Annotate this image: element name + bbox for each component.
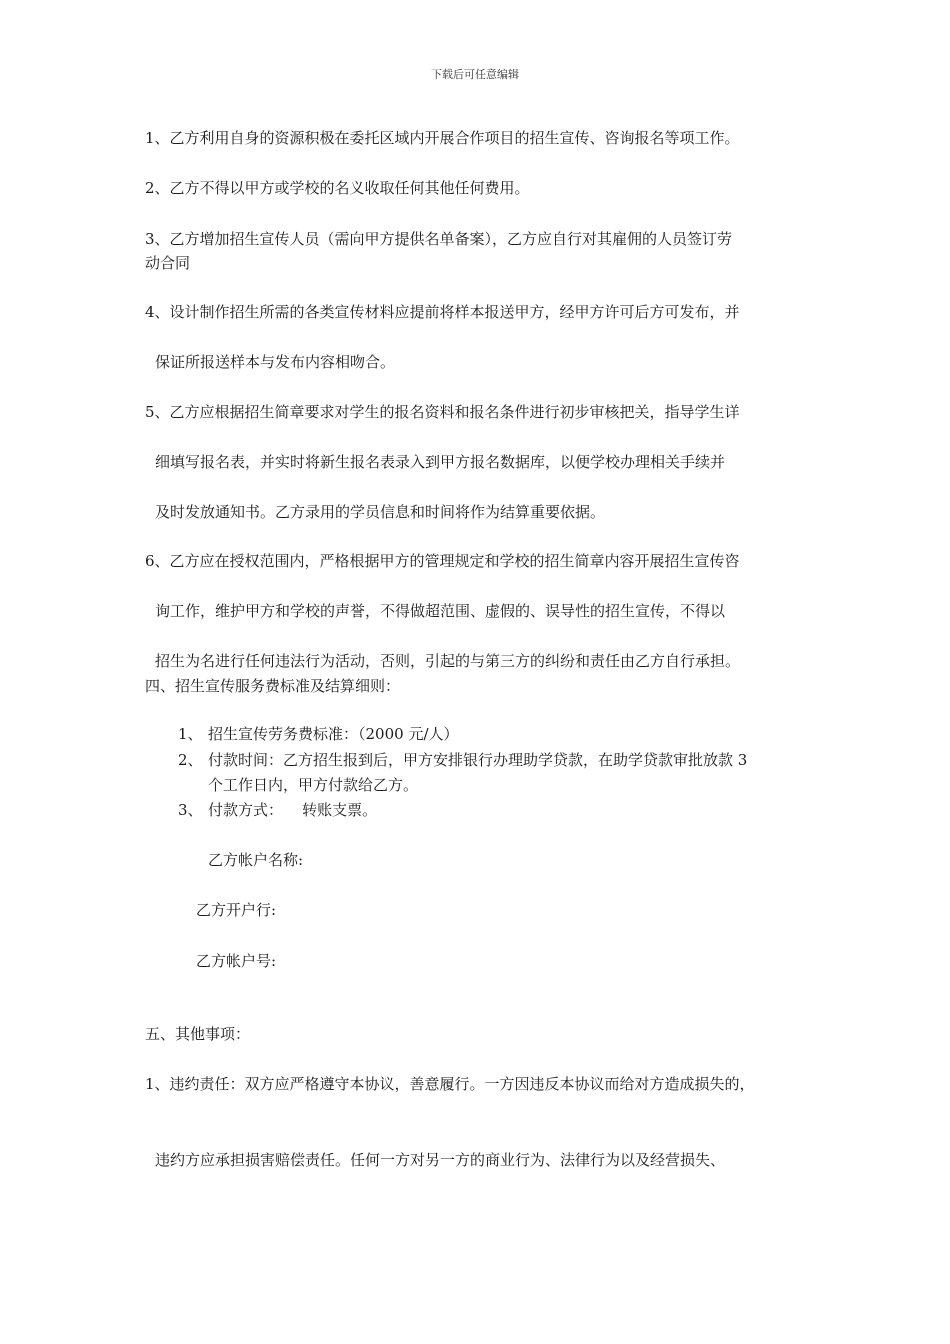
item-6-line-2: 询工作，维护甲方和学校的声誉，不得做超范围、虚假的、误导性的招生宣传，不得以: [155, 602, 726, 620]
section-4-item-2-cont: 个工作日内，甲方付款给乙方。: [208, 776, 419, 794]
section-4-item-1-text: 招生宣传劳务费标准：（2000 元/人）: [208, 725, 459, 743]
item-5-line-2: 细填写报名表，并实时将新生报名表录入到甲方报名数据库，以便学校办理相关手续并: [155, 453, 726, 471]
account-name-label: 乙方帐户名称:: [208, 851, 304, 869]
item-4-line-1: 4、设计制作招生所需的各类宣传材料应提前将样本报送甲方，经甲方许可后方可发布，并: [145, 303, 740, 321]
section-4-item-2-num: 2、: [178, 751, 203, 769]
item-1-line-1: 1、乙方利用自身的资源积极在委托区域内开展合作项目的招生宣传、咨询报名等项工作。: [145, 129, 740, 147]
item-5-line-3: 及时发放通知书。乙方录用的学员信息和时间将作为结算重要依据。: [155, 503, 606, 521]
section-4-item-3-num: 3、: [178, 801, 203, 819]
section-5-item-1-line-2: 违约方应承担损害赔偿责任。任何一方对另一方的商业行为、法律行为以及经营损失、: [155, 1151, 726, 1169]
item-5-line-1: 5、乙方应根据招生简章要求对学生的报名资料和报名条件进行初步审核把关，指导学生详: [145, 403, 740, 421]
item-6-line-3: 招生为名进行任何违法行为活动，否则，引起的与第三方的纠纷和责任由乙方自行承担。: [155, 652, 741, 670]
item-3-line-2: 动合同: [145, 254, 191, 272]
section-4-item-3-text: 付款方式： 转账支票。: [208, 801, 378, 819]
item-6-line-1: 6、乙方应在授权范围内，严格根据甲方的管理规定和学校的招生简章内容开展招生宣传咨: [145, 552, 740, 570]
item-4-line-2: 保证所报送样本与发布内容相吻合。: [155, 353, 396, 371]
section-5-title: 五、其他事项：: [145, 1025, 251, 1043]
section-4-item-1-num: 1、: [178, 725, 203, 743]
page-header-note: 下载后可任意编辑: [431, 68, 519, 81]
section-4-title: 四、招生宣传服务费标准及结算细则：: [145, 677, 401, 695]
bank-label: 乙方开户行:: [196, 901, 277, 919]
section-4-item-2-text: 付款时间：乙方招生报到后，甲方安排银行办理助学贷款，在助学贷款审批放款 3: [208, 751, 748, 769]
section-5-item-1-line-1: 1、违约责任：双方应严格遵守本协议，善意履行。一方因违反本协议而给对方造成损失的，: [145, 1075, 755, 1093]
item-2-line-1: 2、乙方不得以甲方或学校的名义收取任何其他任何费用。: [145, 179, 530, 197]
account-number-label: 乙方帐户号:: [196, 952, 277, 970]
item-3-line-1: 3、乙方增加招生宣传人员（需向甲方提供名单备案），乙方应自行对其雇佣的人员签订劳: [145, 230, 733, 248]
